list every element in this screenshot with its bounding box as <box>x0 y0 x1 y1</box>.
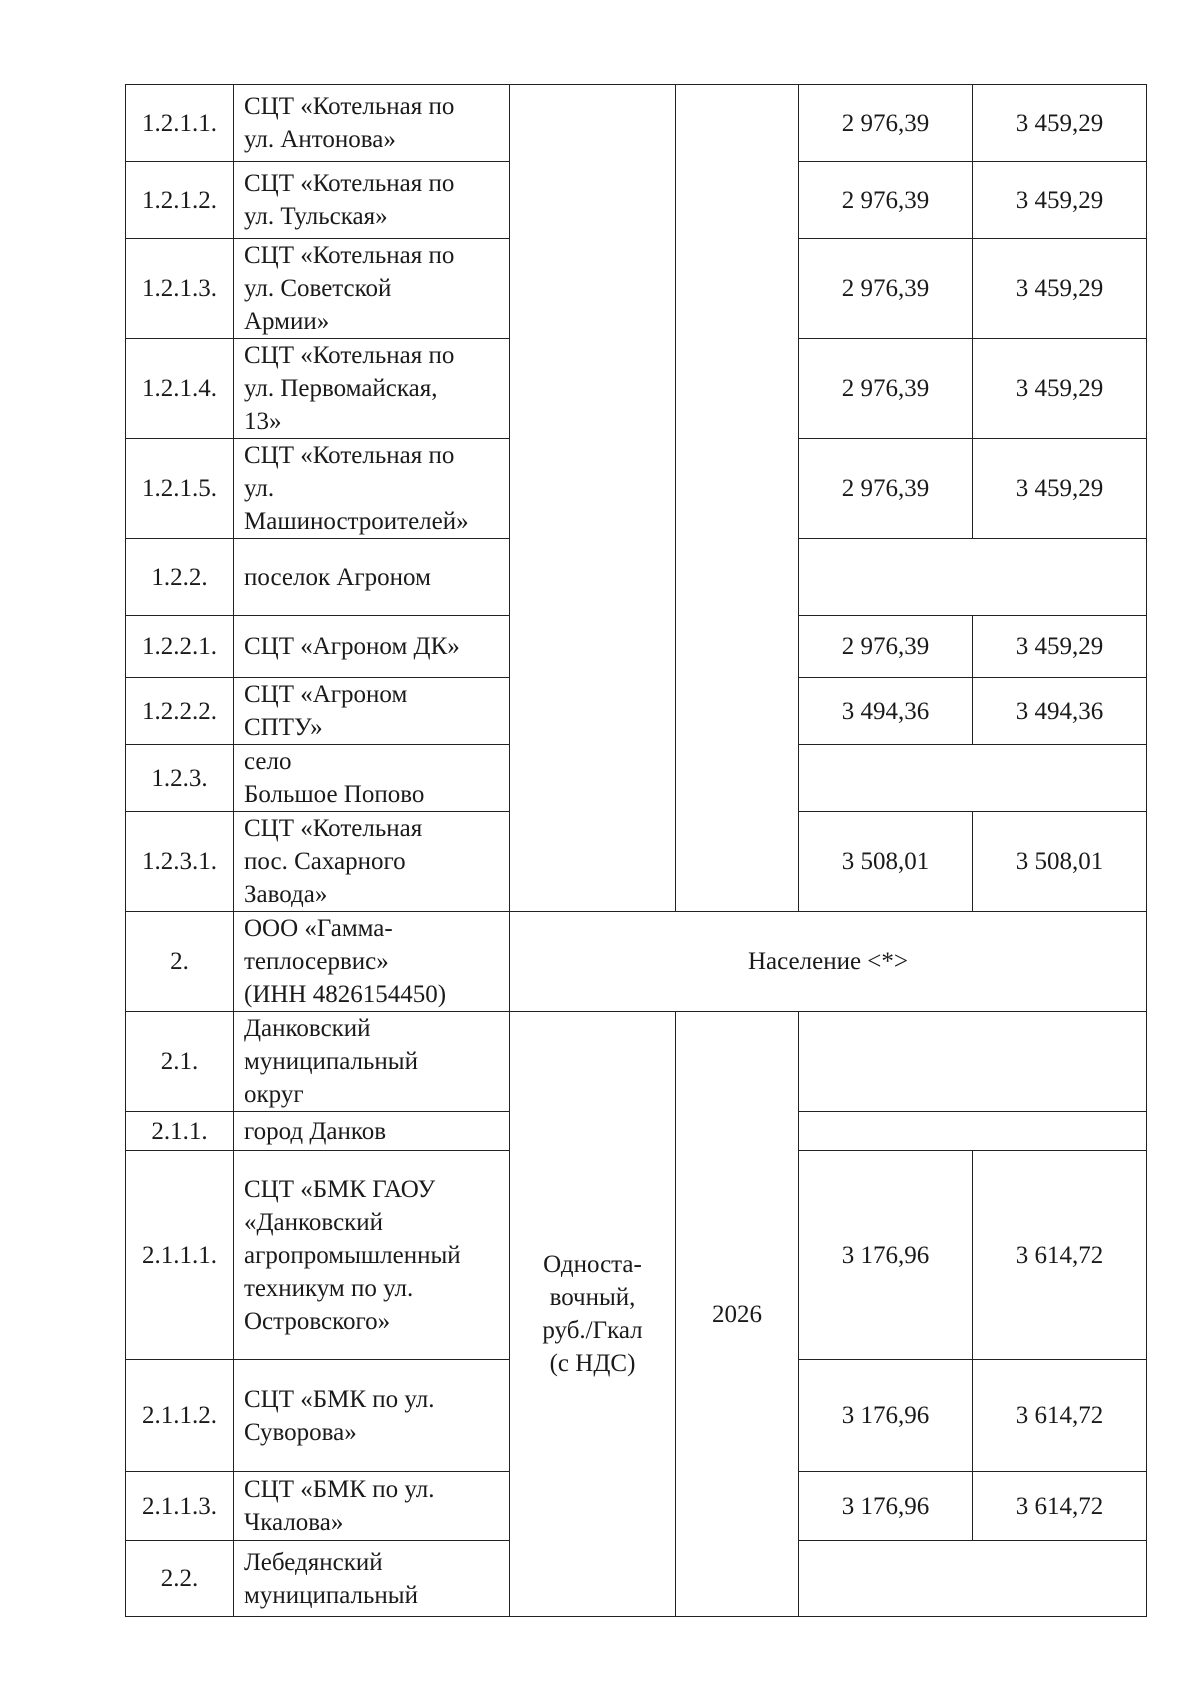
row-number: 1.2.1.4. <box>126 339 234 439</box>
row-name: село Большое Попово <box>234 745 510 812</box>
tariff-value-2: 3 459,29 <box>973 162 1147 239</box>
row-number: 2.1.1.3. <box>126 1472 234 1541</box>
row-number: 1.2.3.1. <box>126 812 234 912</box>
row-name: СЦТ «Агроном ДК» <box>234 616 510 678</box>
tariff-value-1: 2 976,39 <box>799 239 973 339</box>
tariff-value-1: 2 976,39 <box>799 339 973 439</box>
row-number: 2. <box>126 912 234 1012</box>
tariff-value-1: 2 976,39 <box>799 85 973 162</box>
tariff-value-2: 3 494,36 <box>973 678 1147 745</box>
row-number: 1.2.1.3. <box>126 239 234 339</box>
row-name: СЦТ «БМК по ул. Суворова» <box>234 1360 510 1472</box>
tariff-value-1: 3 494,36 <box>799 678 973 745</box>
table-row <box>126 1012 1147 1112</box>
row-name: СЦТ «БМК ГАОУ «Данковский агропромышленный техникум по ул. Островского» <box>234 1151 510 1360</box>
tariff-value-2: 3 508,01 <box>973 812 1147 912</box>
row-name: СЦТ «Котельная по ул. Машиностроителей» <box>234 439 510 539</box>
row-number: 1.2.1.2. <box>126 162 234 239</box>
rate-type-cell <box>510 85 676 912</box>
row-number: 1.2.2.1. <box>126 616 234 678</box>
rate-type-cell: Односта- вочный, руб./Гкал (с НДС) <box>510 1012 676 1617</box>
row-name: поселок Агроном <box>234 539 510 616</box>
tariff-value-2: 3 614,72 <box>973 1360 1147 1472</box>
row-number: 2.1.1.2. <box>126 1360 234 1472</box>
tariff-value-2: 3 614,72 <box>973 1151 1147 1360</box>
tariff-value-1: 2 976,39 <box>799 616 973 678</box>
tariff-value-2: 3 459,29 <box>973 439 1147 539</box>
empty-values-cell <box>799 539 1147 616</box>
row-number: 2.2. <box>126 1541 234 1617</box>
consumer-category: Население <*> <box>510 912 1147 1012</box>
tariff-value-1: 2 976,39 <box>799 439 973 539</box>
tariff-value-1: 2 976,39 <box>799 162 973 239</box>
row-name: СЦТ «Котельная по ул. Антонова» <box>234 85 510 162</box>
row-number: 1.2.1.1. <box>126 85 234 162</box>
row-name: Данковский муниципальный округ <box>234 1012 510 1112</box>
table-row <box>126 85 1147 162</box>
empty-values-cell <box>799 745 1147 812</box>
row-name: СЦТ «Котельная по ул. Советской Армии» <box>234 239 510 339</box>
row-name: Лебедянский муниципальный <box>234 1541 510 1617</box>
year-cell <box>676 85 799 912</box>
tariff-value-2: 3 614,72 <box>973 1472 1147 1541</box>
tariff-value-1: 3 176,96 <box>799 1472 973 1541</box>
tariff-value-1: 3 508,01 <box>799 812 973 912</box>
empty-values-cell <box>799 1541 1147 1617</box>
row-number: 1.2.2.2. <box>126 678 234 745</box>
tariff-value-2: 3 459,29 <box>973 339 1147 439</box>
tariff-value-2: 3 459,29 <box>973 85 1147 162</box>
tariff-value-1: 3 176,96 <box>799 1360 973 1472</box>
tariff-table <box>125 84 1147 1617</box>
tariff-value-2: 3 459,29 <box>973 239 1147 339</box>
row-name: СЦТ «Котельная по ул. Тульская» <box>234 162 510 239</box>
row-number: 2.1.1.1. <box>126 1151 234 1360</box>
organization-name: ООО «Гамма- теплосервис» (ИНН 4826154450) <box>234 912 510 1012</box>
row-name: СЦТ «БМК по ул. Чкалова» <box>234 1472 510 1541</box>
empty-values-cell <box>799 1112 1147 1151</box>
row-name: СЦТ «Котельная по ул. Первомайская, 13» <box>234 339 510 439</box>
row-number: 1.2.3. <box>126 745 234 812</box>
row-name: город Данков <box>234 1112 510 1151</box>
tariff-value-1: 3 176,96 <box>799 1151 973 1360</box>
year-cell: 2026 <box>676 1012 799 1617</box>
row-name: СЦТ «Котельная пос. Сахарного Завода» <box>234 812 510 912</box>
row-name: СЦТ «Агроном СПТУ» <box>234 678 510 745</box>
empty-values-cell <box>799 1012 1147 1112</box>
table-row-organization <box>126 912 1147 1012</box>
row-number: 1.2.1.5. <box>126 439 234 539</box>
row-number: 2.1. <box>126 1012 234 1112</box>
tariff-value-2: 3 459,29 <box>973 616 1147 678</box>
row-number: 1.2.2. <box>126 539 234 616</box>
row-number: 2.1.1. <box>126 1112 234 1151</box>
